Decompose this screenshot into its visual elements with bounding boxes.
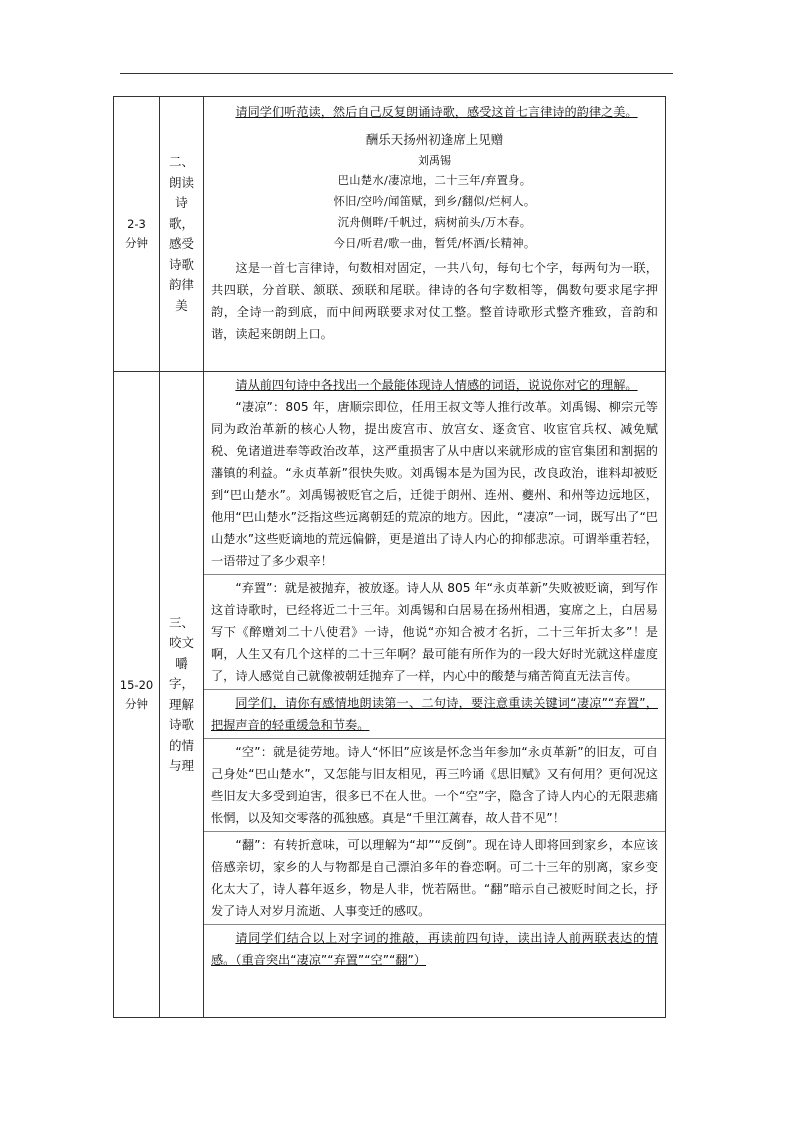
divider — [204, 924, 665, 925]
time-cell — [114, 97, 160, 372]
time-label: 2-3 分钟 — [125, 217, 148, 250]
lesson-plan-table — [113, 96, 666, 1018]
step-cell — [160, 372, 204, 1018]
table-row — [114, 97, 666, 372]
time-label: 15-20 分钟 — [119, 677, 154, 711]
explanation-paragraph: 这是一首七言律诗，句数相对固定，一共八句，每句七个字，每两句为一联，共四联，分首联、颔联、颈联和尾联。律诗的各句字数相等，偶数句要求尾字押韵，全诗一韵到底，而中间两联要求对仗工整。整首诗歌形式整齐雅致，音韵和谐，读起来朗朗上口。 — [211, 261, 658, 341]
divider — [204, 574, 665, 575]
header-rule — [120, 73, 673, 74]
content-cell — [204, 97, 666, 372]
task-instruction: 请同学们结合以上对字词的推敲，再读前四句诗，读出诗人前两联表达的情感。（重音突出“凄凉”“弃置”“空”“翻”） — [211, 931, 658, 967]
analysis-paragraph: “凄凉”：805 年，唐顺宗即位，任用王叔文等人推行改革。刘禹锡、柳宗元等同为政治革新的核心人物，提出废宫市、放宫女、逐贪官、收宦官兵权、减免赋税、免诸道进奉等政治改革，这严重损害了从中唐以来就形成的宦官集团和割据的藩镇的利益。“永贞革新”很快失败。刘禹锡本是为国为民，改良政治，谁料却被贬到“巴山楚水”。刘禹锡被贬官之后，迁徙于朗州、连州、夔州、和州等边远地区，他用“巴山楚水”泛指这些远离朝廷的荒凉的地方。因此，“凄凉”一词，既写出了“巴山楚水”这些贬谪地的荒远偏僻，更是道出了诗人内心的抑郁悲凉。可谓举重若轻，一语带过了多少艰辛！ — [211, 400, 658, 568]
divider — [204, 689, 665, 690]
poem-title: 酬乐天扬州初逢席上见赠 — [365, 132, 504, 147]
analysis-paragraph: “弃置”：就是被抛弃，被放逐。诗人从 805 年“永贞革新”失败被贬谪，到写作这首诗歌时，已经将近二十三年。刘禹锡和白居易在扬州相遇，宴席之上，白居易写下《醉赠刘二十八使君》一诗，他说“亦知合被才名折，二十三年折太多”！是啊，人生又有几个这样的二十三年啊？最可能有所作为的一段大好时光就这样虚度了，诗人感觉自己就像被朝廷抛弃了一样，内心中的酸楚与痛苦简直无法言传。 — [211, 581, 658, 683]
task-instruction: 请同学们听范读，然后自己反复朗诵诗歌，感受这首七言律诗的韵律之美。 — [235, 105, 638, 119]
poem-author: 刘禹锡 — [418, 154, 451, 167]
table-row — [114, 372, 666, 1018]
poem-line: 巴山楚水/凄凉地，二十三年/弃置身。 — [337, 174, 532, 187]
analysis-paragraph: “翻”：有转折意味，可以理解为“却”“反倒”。现在诗人即将回到家乡，本应该倍感亲切，家乡的人与物都是自己漂泊多年的眷恋啊。可二十三年的别离，家乡变化太大了，诗人暮年返乡，物是人非，恍若隔世。“翻”暗示自己被贬时间之长，抒发了诗人对岁月流逝、人事变迁的感叹。 — [211, 838, 658, 918]
task-instruction: 请从前四句诗中各找出一个最能体现诗人情感的词语，说说你对它的理解。 — [235, 378, 638, 392]
step-label: 三、 咬文 嚼 字， 理解 诗歌 的情 与理 — [168, 614, 194, 773]
step-cell — [160, 97, 204, 372]
divider — [204, 831, 665, 832]
step-label: 二、 朗读 诗 歌， 感受 诗歌 韵律 美 — [168, 154, 194, 313]
analysis-paragraph: “空”：就是徒劳地。诗人“怀旧”应该是怀念当年参加“永贞革新”的旧友，可自己身处“巴山楚水”，又怎能与旧友相见，再三吟诵《思旧赋》又有何用？更何况这些旧友大多受到迫害，很多已不在人世。一个“空”字，隐含了诗人内心的无限悲痛怅惘，以及知交零落的孤独感。真是“千里江蓠春，故人昔不见”！ — [211, 745, 658, 825]
task-instruction: 同学们，请你有感情地朗读第一、二句诗，要注意重读关键词“凄凉”“弃置”，把握声音的轻重缓急和节奏。 — [211, 696, 658, 732]
divider — [204, 738, 665, 739]
content-cell — [204, 372, 666, 1018]
poem-line: 今日/听君/歌一曲，暂凭/杯酒/长精神。 — [333, 237, 536, 250]
poem-line: 沉舟侧畔/千帆过，病树前头/万木春。 — [337, 216, 532, 229]
time-cell — [114, 372, 160, 1018]
poem-line: 怀旧/空吟/闻笛赋，到乡/翻似/烂柯人。 — [333, 195, 536, 208]
